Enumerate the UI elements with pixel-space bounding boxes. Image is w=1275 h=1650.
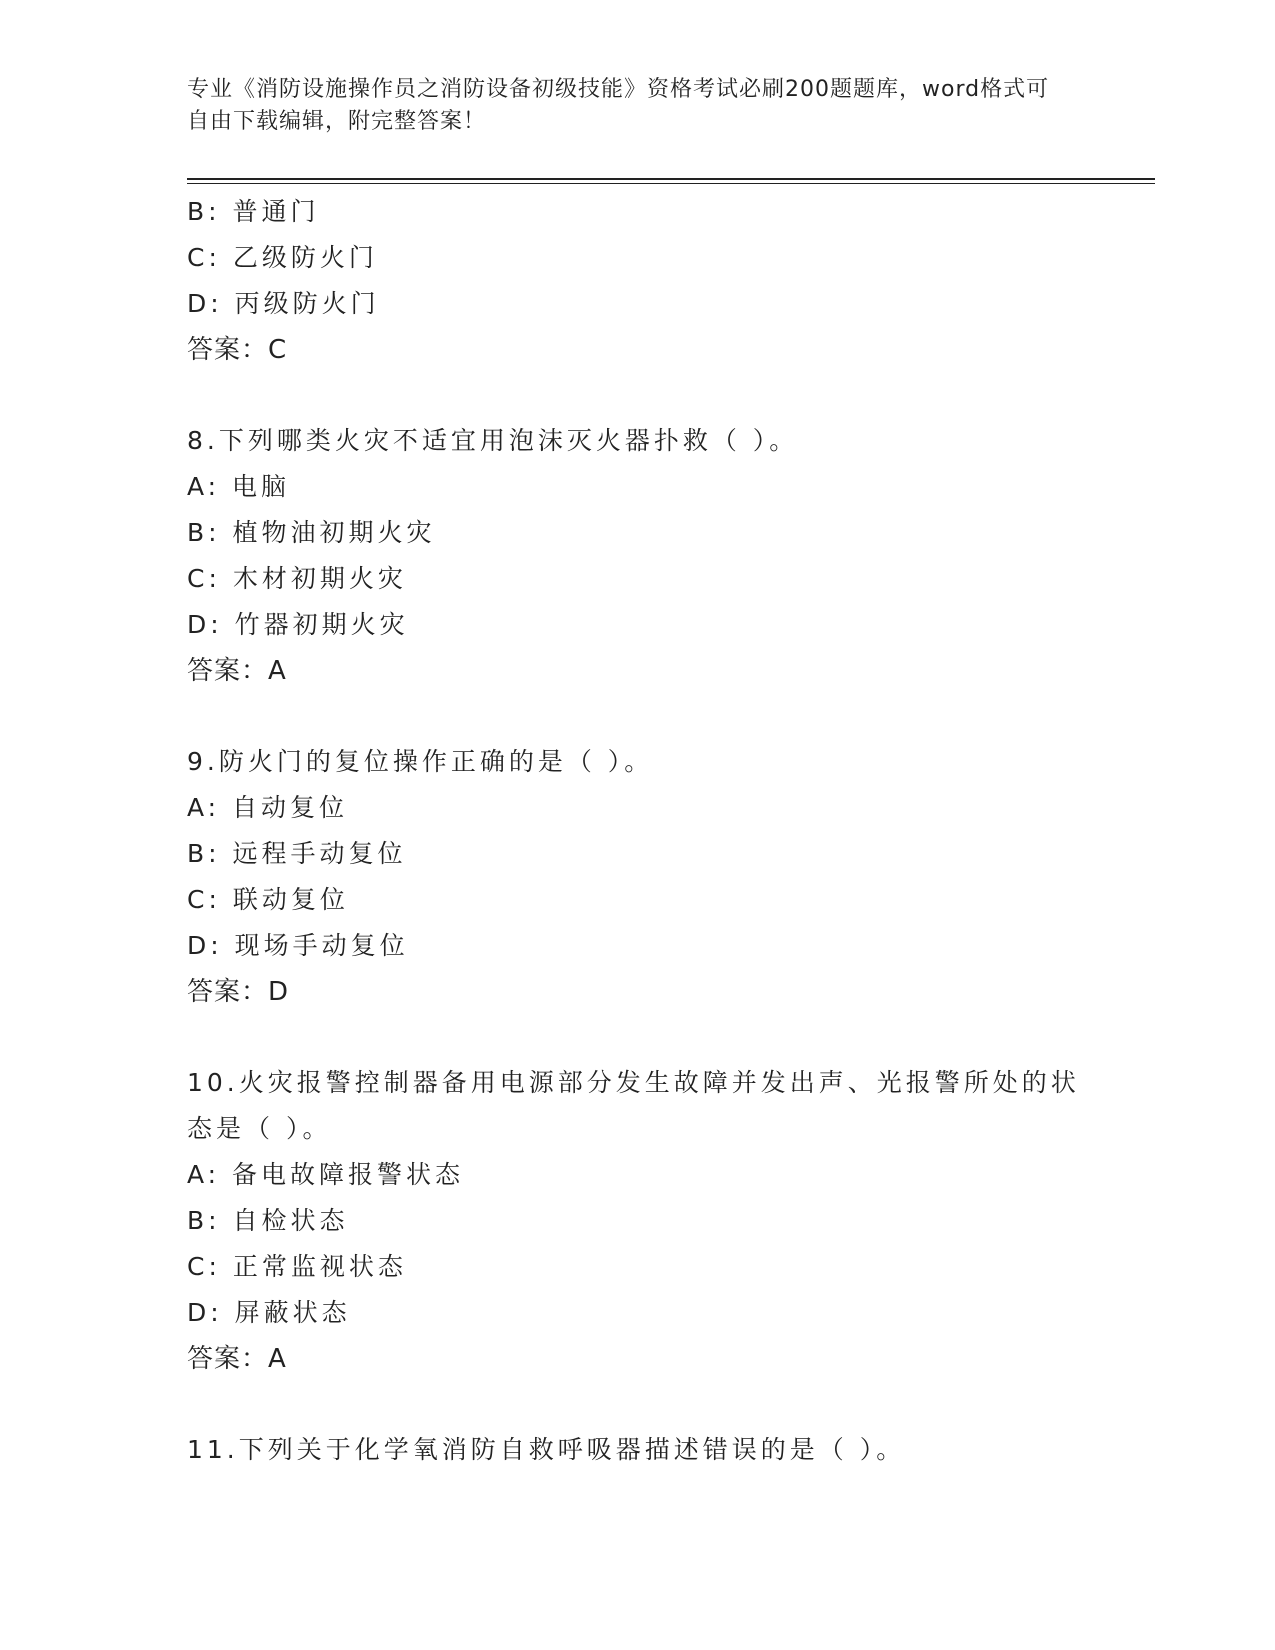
- document-header: [187, 74, 1067, 138]
- answer-line: 答案：C: [187, 335, 288, 365]
- question-8: [187, 418, 1087, 694]
- question-text-line-1: 10.火灾报警控制器备用电源部分发生故障并发出声、光报警所处的状: [187, 1068, 1080, 1097]
- answer-line: 答案：A: [187, 1344, 287, 1374]
- option-b: B: 植物油初期火灾: [187, 518, 436, 547]
- option-d: D: 竹器初期火灾: [187, 610, 409, 639]
- option-b: B: 自检状态: [187, 1206, 349, 1235]
- question-text: 11.下列关于化学氧消防自救呼吸器描述错误的是（ ）。: [187, 1435, 906, 1464]
- question-7-tail: [187, 189, 1087, 373]
- spacer: [187, 1382, 1087, 1427]
- option-a: A: 电脑: [187, 472, 291, 501]
- header-divider-thin: [187, 183, 1155, 184]
- question-9: [187, 739, 1087, 1015]
- option-d: D: 屏蔽状态: [187, 1298, 351, 1327]
- option-b: B: 普通门: [187, 197, 320, 226]
- option-b: B: 远程手动复位: [187, 839, 407, 868]
- question-text: 9.防火门的复位操作正确的是（ ）。: [187, 747, 654, 776]
- header-divider-thick: [187, 178, 1155, 180]
- option-a: A: 备电故障报警状态: [187, 1160, 465, 1189]
- question-text: 8.下列哪类火灾不适宜用泡沫灭火器扑救（ ）。: [187, 426, 799, 455]
- option-c: C: 乙级防火门: [187, 243, 378, 272]
- question-list: [187, 189, 1087, 1473]
- spacer: [187, 694, 1087, 739]
- question-11: [187, 1427, 1087, 1473]
- spacer: [187, 373, 1087, 418]
- header-intro: 专业《消防设施操作员之消防设备初级技能》资格考试必刷200题题库，word格式可自由下载编辑，附完整答案！: [187, 77, 1050, 134]
- option-c: C: 联动复位: [187, 885, 349, 914]
- answer-line: 答案：D: [187, 977, 290, 1007]
- question-10: [187, 1060, 1087, 1382]
- answer-line: 答案：A: [187, 656, 287, 686]
- option-d: D: 现场手动复位: [187, 931, 409, 960]
- spacer: [187, 1015, 1087, 1060]
- option-c: C: 正常监视状态: [187, 1252, 407, 1281]
- option-c: C: 木材初期火灾: [187, 564, 407, 593]
- option-a: A: 自动复位: [187, 793, 349, 822]
- question-text-line-2: 态是（ ）。: [187, 1114, 332, 1143]
- option-d: D: 丙级防火门: [187, 289, 380, 318]
